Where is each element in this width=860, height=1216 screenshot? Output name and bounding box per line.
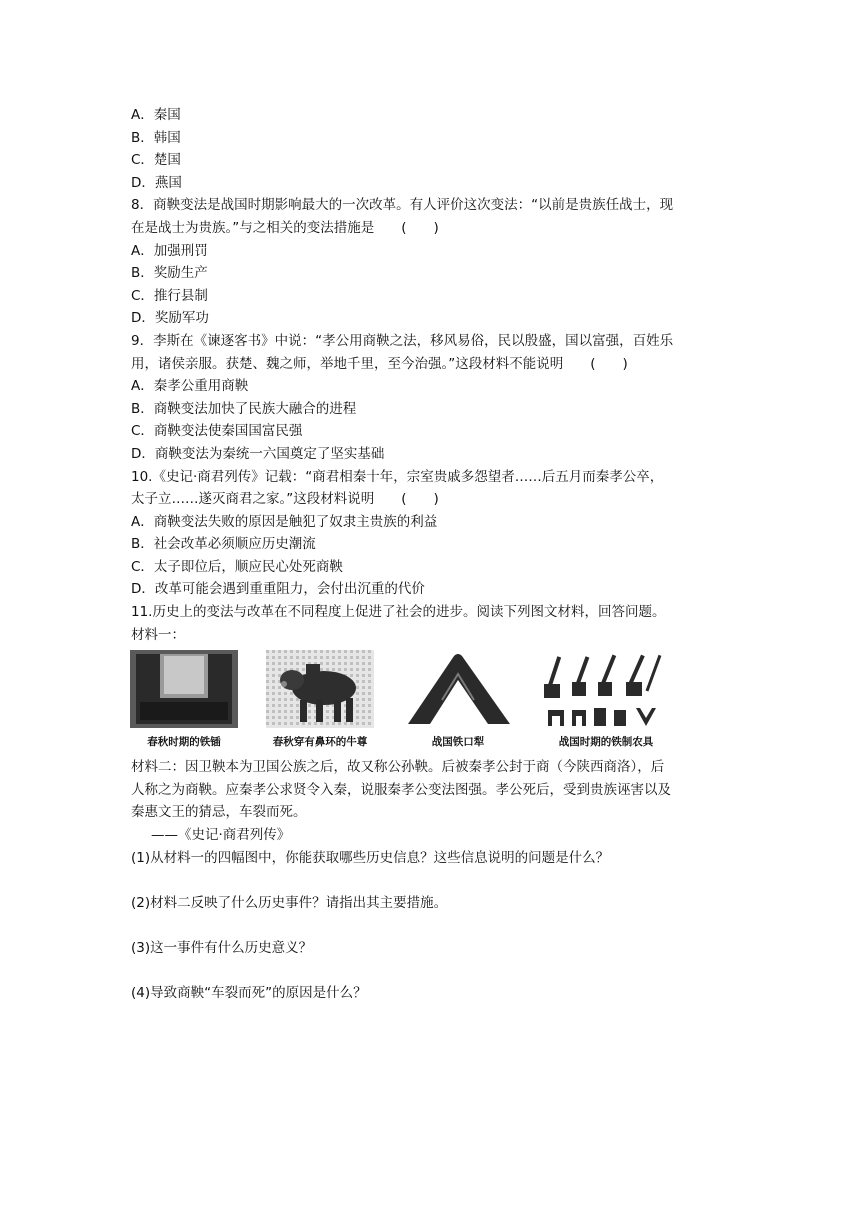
figure-iron-plough xyxy=(402,650,514,754)
material2-line3: 秦惠文王的猜忌，车裂而死。 xyxy=(131,804,307,821)
q10-option-d: D．改革可能会遇到重重阻力，会付出沉重的代价 xyxy=(131,581,425,598)
q8-option-b: B．奖励生产 xyxy=(131,265,208,282)
iron-tools-image xyxy=(542,650,670,728)
q10-option-a: A．商鞅变法失败的原因是触犯了奴隶主贵族的利益 xyxy=(131,513,438,530)
material1-label: 材料一： xyxy=(131,626,185,643)
q10-stem-line2: 太子立……遂灭商君之家。”这段材料说明 ( ) xyxy=(131,491,439,508)
q9-option-d: D．商鞅变法为秦统一六国奠定了坚实基础 xyxy=(131,445,385,462)
q9-stem-line1: 9．李斯在《谏逐客书》中说：“孝公用商鞅之法，移风易俗，民以殷盛，国以富强，百姓乐 xyxy=(131,332,674,349)
q11-stem: 11.历史上的变法与改革在不同程度上促进了社会的进步。阅读下列图文材料，回答问题。 xyxy=(131,604,666,621)
material2-line1: 材料二：因卫鞅本为卫国公族之后，故又称公孙鞅。后被秦孝公封于商（今陕西商洛），后 xyxy=(131,759,665,776)
figure-iron-spade xyxy=(130,650,238,754)
q8-option-a: A．加强刑罚 xyxy=(131,242,208,259)
exam-page xyxy=(131,104,731,1005)
figure-iron-tools xyxy=(542,650,670,754)
q8-option-d: D．奖励军功 xyxy=(131,310,209,327)
ox-vessel-image xyxy=(266,650,374,728)
q8-stem-line1: 8．商鞅变法是战国时期影响最大的一次改革。有人评价这次变法：“以前是贵族任战士，现 xyxy=(131,197,674,214)
q7-option-a: A．秦国 xyxy=(131,107,181,123)
material2-source: ——《史记·商君列传》 xyxy=(151,827,291,844)
material2-line2: 人称之为商鞅。应秦孝公求贤令入秦，说服秦孝公变法图强。孝公死后，受到贵族诬害以及 xyxy=(131,781,671,798)
material1-figures xyxy=(130,650,731,750)
figure-caption-iron-plough: 战国铁口犁 xyxy=(431,736,485,749)
q7-option-c: C．楚国 xyxy=(131,152,181,169)
q9-option-a: A．秦孝公重用商鞅 xyxy=(131,378,249,395)
iron-plough-image xyxy=(402,650,514,728)
figure-caption-iron-spade: 春秋时期的铁锸 xyxy=(147,736,221,749)
q11-sub-question-4: (4)导致商鞅“车裂而死”的原因是什么？ xyxy=(131,985,367,1002)
q9-option-c: C．商鞅变法使秦国国富民强 xyxy=(131,423,303,440)
q9-option-b: B．商鞅变法加快了民族大融合的进程 xyxy=(131,400,357,417)
iron-spade-image xyxy=(130,650,238,728)
q10-option-b: B．社会改革必须顺应历史潮流 xyxy=(131,536,316,553)
figure-caption-ox-vessel: 春秋穿有鼻环的牛尊 xyxy=(272,736,368,749)
q10-option-c: C．太子即位后，顺应民心处死商鞅 xyxy=(131,558,343,575)
figure-caption-iron-tools: 战国时期的铁制农具 xyxy=(558,736,654,749)
q11-sub-question-3: (3)这一事件有什么历史意义？ xyxy=(131,940,313,956)
q8-stem-line2: 在是战士为贵族。”与之相关的变法措施是 ( ) xyxy=(131,219,439,236)
q10-stem-line1: 10.《史记·商君列传》记载：“商君相秦十年，宗室贵戚多怨望者……后五月而秦孝公卒， xyxy=(131,468,664,485)
q9-stem-line2: 用，诸侯亲服。获楚、魏之师，举地千里，至今治强。”这段材料不能说明 ( ) xyxy=(131,355,628,372)
q8-option-c: C．推行县制 xyxy=(131,287,208,304)
figure-ox-vessel xyxy=(266,650,374,754)
q11-sub-question-2: (2)材料二反映了什么历史事件？请指出其主要措施。 xyxy=(131,894,448,911)
q7-option-b: B．韩国 xyxy=(131,129,181,146)
q11-sub-question-1: (1)从材料一的四幅图中，你能获取哪些历史信息？这些信息说明的问题是什么？ xyxy=(131,849,610,866)
q7-option-d: D．燕国 xyxy=(131,174,182,191)
